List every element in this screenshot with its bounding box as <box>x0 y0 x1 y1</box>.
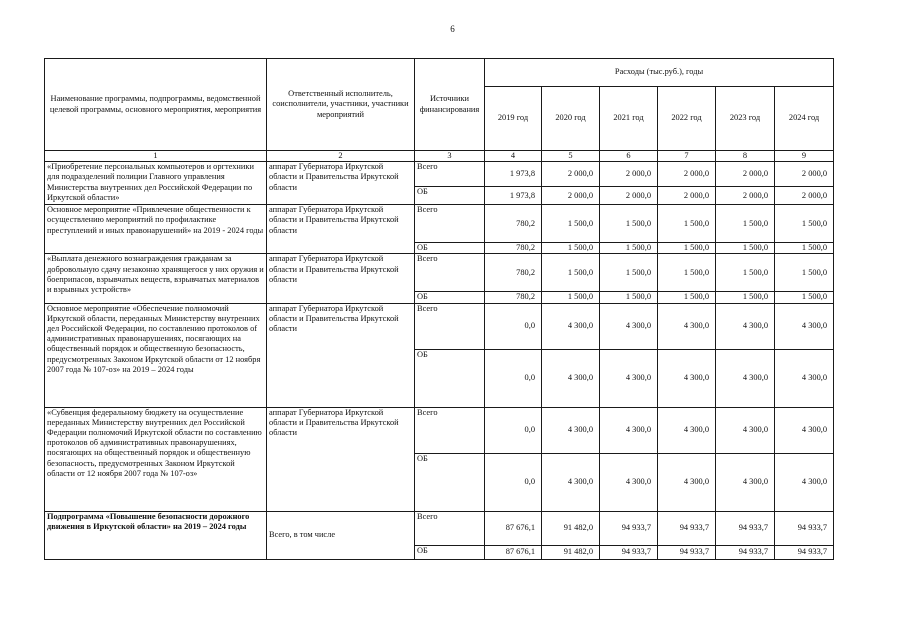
row-value: 4 300,0 <box>716 303 775 349</box>
row-value: 1 500,0 <box>775 205 834 243</box>
row-source: Всего <box>415 162 485 187</box>
row-value: 1 500,0 <box>600 205 658 243</box>
header-year: 2023 год <box>716 87 775 151</box>
row-value: 1 500,0 <box>658 254 716 292</box>
row-value: 94 933,7 <box>775 545 834 559</box>
row-value: 0,0 <box>485 349 542 407</box>
header-year: 2019 год <box>485 87 542 151</box>
row-value: 1 500,0 <box>775 292 834 303</box>
row-name: Основное мероприятие «Обеспечение полномочий Иркутской области, переданных Министерству внутренних дел Российской Федерации, по составлению протоколов of административных правонарушениях, посягающих на общественный порядок и общественную безопасность, предусмотренных Законом Иркутской области от 12 ноября 2007 года № 107-оз» на 2019 – 2024 годы <box>45 303 267 407</box>
row-value: 91 482,0 <box>542 511 600 545</box>
row-source: ОБ <box>415 453 485 511</box>
table-row <box>45 303 834 349</box>
row-value: 4 300,0 <box>658 407 716 453</box>
row-value: 4 300,0 <box>775 303 834 349</box>
row-value: 4 300,0 <box>542 453 600 511</box>
row-value: 1 500,0 <box>658 205 716 243</box>
row-value: 2 000,0 <box>600 187 658 205</box>
row-name: Подпрограмма «Повышение безопасности дорожного движения в Иркутской области» на 2019 – 2024 годы <box>45 511 267 559</box>
row-value: 2 000,0 <box>775 187 834 205</box>
row-value: 2 000,0 <box>658 187 716 205</box>
column-number: 2 <box>267 151 415 162</box>
row-source: Всего <box>415 303 485 349</box>
row-value: 4 300,0 <box>775 349 834 407</box>
row-value: 1 500,0 <box>542 292 600 303</box>
row-value: 2 000,0 <box>600 162 658 187</box>
row-executor: Всего, в том числе <box>267 511 415 559</box>
row-value: 4 300,0 <box>658 349 716 407</box>
row-value: 1 500,0 <box>542 254 600 292</box>
row-value: 780,2 <box>485 292 542 303</box>
row-value: 4 300,0 <box>600 453 658 511</box>
row-value: 1 500,0 <box>775 243 834 254</box>
page-number: 6 <box>450 24 455 34</box>
row-executor: аппарат Губернатора Иркутской области и Правительства Иркутской области <box>267 205 415 254</box>
row-value: 4 300,0 <box>716 407 775 453</box>
row-source: ОБ <box>415 243 485 254</box>
row-value: 4 300,0 <box>542 349 600 407</box>
column-number: 5 <box>542 151 600 162</box>
row-value: 1 500,0 <box>658 292 716 303</box>
row-value: 2 000,0 <box>658 162 716 187</box>
row-value: 4 300,0 <box>542 407 600 453</box>
header-executor: Ответственный исполнитель, соисполнители, участники, участники мероприятий <box>267 59 415 151</box>
row-value: 4 300,0 <box>600 407 658 453</box>
row-value: 0,0 <box>485 453 542 511</box>
row-value: 780,2 <box>485 205 542 243</box>
row-name: «Приобретение персональных компьютеров и оргтехники для подразделений полиции Главного управления Министерства внутренних дел Российской Федерации по Иркутской области» <box>45 162 267 205</box>
row-value: 1 500,0 <box>600 254 658 292</box>
column-number: 8 <box>716 151 775 162</box>
row-value: 780,2 <box>485 243 542 254</box>
row-value: 1 500,0 <box>542 205 600 243</box>
column-numbers-row <box>45 151 834 162</box>
row-executor: аппарат Губернатора Иркутской области и Правительства Иркутской области <box>267 162 415 205</box>
row-value: 4 300,0 <box>542 303 600 349</box>
row-source: ОБ <box>415 545 485 559</box>
row-value: 94 933,7 <box>600 545 658 559</box>
table-row <box>45 407 834 453</box>
table-row <box>45 254 834 292</box>
row-value: 87 676,1 <box>485 511 542 545</box>
row-value: 0,0 <box>485 407 542 453</box>
column-number: 7 <box>658 151 716 162</box>
column-number: 6 <box>600 151 658 162</box>
row-value: 1 500,0 <box>600 292 658 303</box>
row-value: 1 973,8 <box>485 162 542 187</box>
column-number: 4 <box>485 151 542 162</box>
row-source: ОБ <box>415 292 485 303</box>
row-value: 2 000,0 <box>542 162 600 187</box>
row-executor: аппарат Губернатора Иркутской области и Правительства Иркутской области <box>267 407 415 511</box>
header-name: Наименование программы, подпрограммы, ведомственной целевой программы, основного мероприятия, мероприятия <box>45 59 267 151</box>
header-expenses: Расходы (тыс.руб.), годы <box>485 59 834 87</box>
row-source: ОБ <box>415 187 485 205</box>
row-value: 4 300,0 <box>600 349 658 407</box>
row-value: 91 482,0 <box>542 545 600 559</box>
row-value: 1 500,0 <box>716 292 775 303</box>
row-value: 87 676,1 <box>485 545 542 559</box>
row-value: 1 500,0 <box>542 243 600 254</box>
row-value: 2 000,0 <box>716 162 775 187</box>
row-source: Всего <box>415 407 485 453</box>
row-name: Основное мероприятие «Привлечение общественности к осуществлению мероприятий по профилактике преступлений и иных правонарушений» на 2019 - 2024 годы <box>45 205 267 254</box>
row-value: 1 500,0 <box>775 254 834 292</box>
budget-table <box>44 58 834 560</box>
table-row <box>45 162 834 187</box>
row-value: 1 500,0 <box>716 254 775 292</box>
column-number: 3 <box>415 151 485 162</box>
row-name: «Выплата денежного вознаграждения гражданам за добровольную сдачу незаконно хранящегося у них оружия и боеприпасов, взрывчатых веществ, взрывчатых материалов и взрывных устройств» <box>45 254 267 303</box>
row-value: 4 300,0 <box>658 303 716 349</box>
row-value: 4 300,0 <box>716 453 775 511</box>
row-executor: аппарат Губернатора Иркутской области и Правительства Иркутской области <box>267 303 415 407</box>
row-value: 0,0 <box>485 303 542 349</box>
table-row <box>45 205 834 243</box>
header-year: 2022 год <box>658 87 716 151</box>
row-value: 94 933,7 <box>716 511 775 545</box>
row-value: 94 933,7 <box>658 511 716 545</box>
column-number: 9 <box>775 151 834 162</box>
row-source: Всего <box>415 254 485 292</box>
row-value: 4 300,0 <box>716 349 775 407</box>
row-source: Всего <box>415 205 485 243</box>
row-value: 4 300,0 <box>775 407 834 453</box>
row-name: «Субвенция федеральному бюджету на осуществление переданных Министерству внутренних дел Российской Федерации полномочий Иркутской области по составлению протоколов об административных правонарушениях, посягающих на общественный порядок и общественную безопасность, предусмотренных Законом Иркутской области от 12 ноября 2007 года № 107-оз» <box>45 407 267 511</box>
row-executor: аппарат Губернатора Иркутской области и Правительства Иркутской области <box>267 254 415 303</box>
header-sources: Источники финансирования <box>415 59 485 151</box>
header-year: 2020 год <box>542 87 600 151</box>
row-value: 94 933,7 <box>658 545 716 559</box>
row-value: 94 933,7 <box>775 511 834 545</box>
row-value: 4 300,0 <box>775 453 834 511</box>
row-value: 2 000,0 <box>542 187 600 205</box>
row-value: 780,2 <box>485 254 542 292</box>
row-value: 1 973,8 <box>485 187 542 205</box>
header-year: 2021 год <box>600 87 658 151</box>
column-number: 1 <box>45 151 267 162</box>
row-value: 94 933,7 <box>600 511 658 545</box>
row-value: 1 500,0 <box>716 205 775 243</box>
header-year: 2024 год <box>775 87 834 151</box>
table-row <box>45 511 834 545</box>
row-value: 4 300,0 <box>658 453 716 511</box>
row-source: Всего <box>415 511 485 545</box>
row-value: 2 000,0 <box>775 162 834 187</box>
row-source: ОБ <box>415 349 485 407</box>
row-value: 1 500,0 <box>600 243 658 254</box>
row-value: 94 933,7 <box>716 545 775 559</box>
row-value: 2 000,0 <box>716 187 775 205</box>
row-value: 1 500,0 <box>658 243 716 254</box>
row-value: 4 300,0 <box>600 303 658 349</box>
row-value: 1 500,0 <box>716 243 775 254</box>
